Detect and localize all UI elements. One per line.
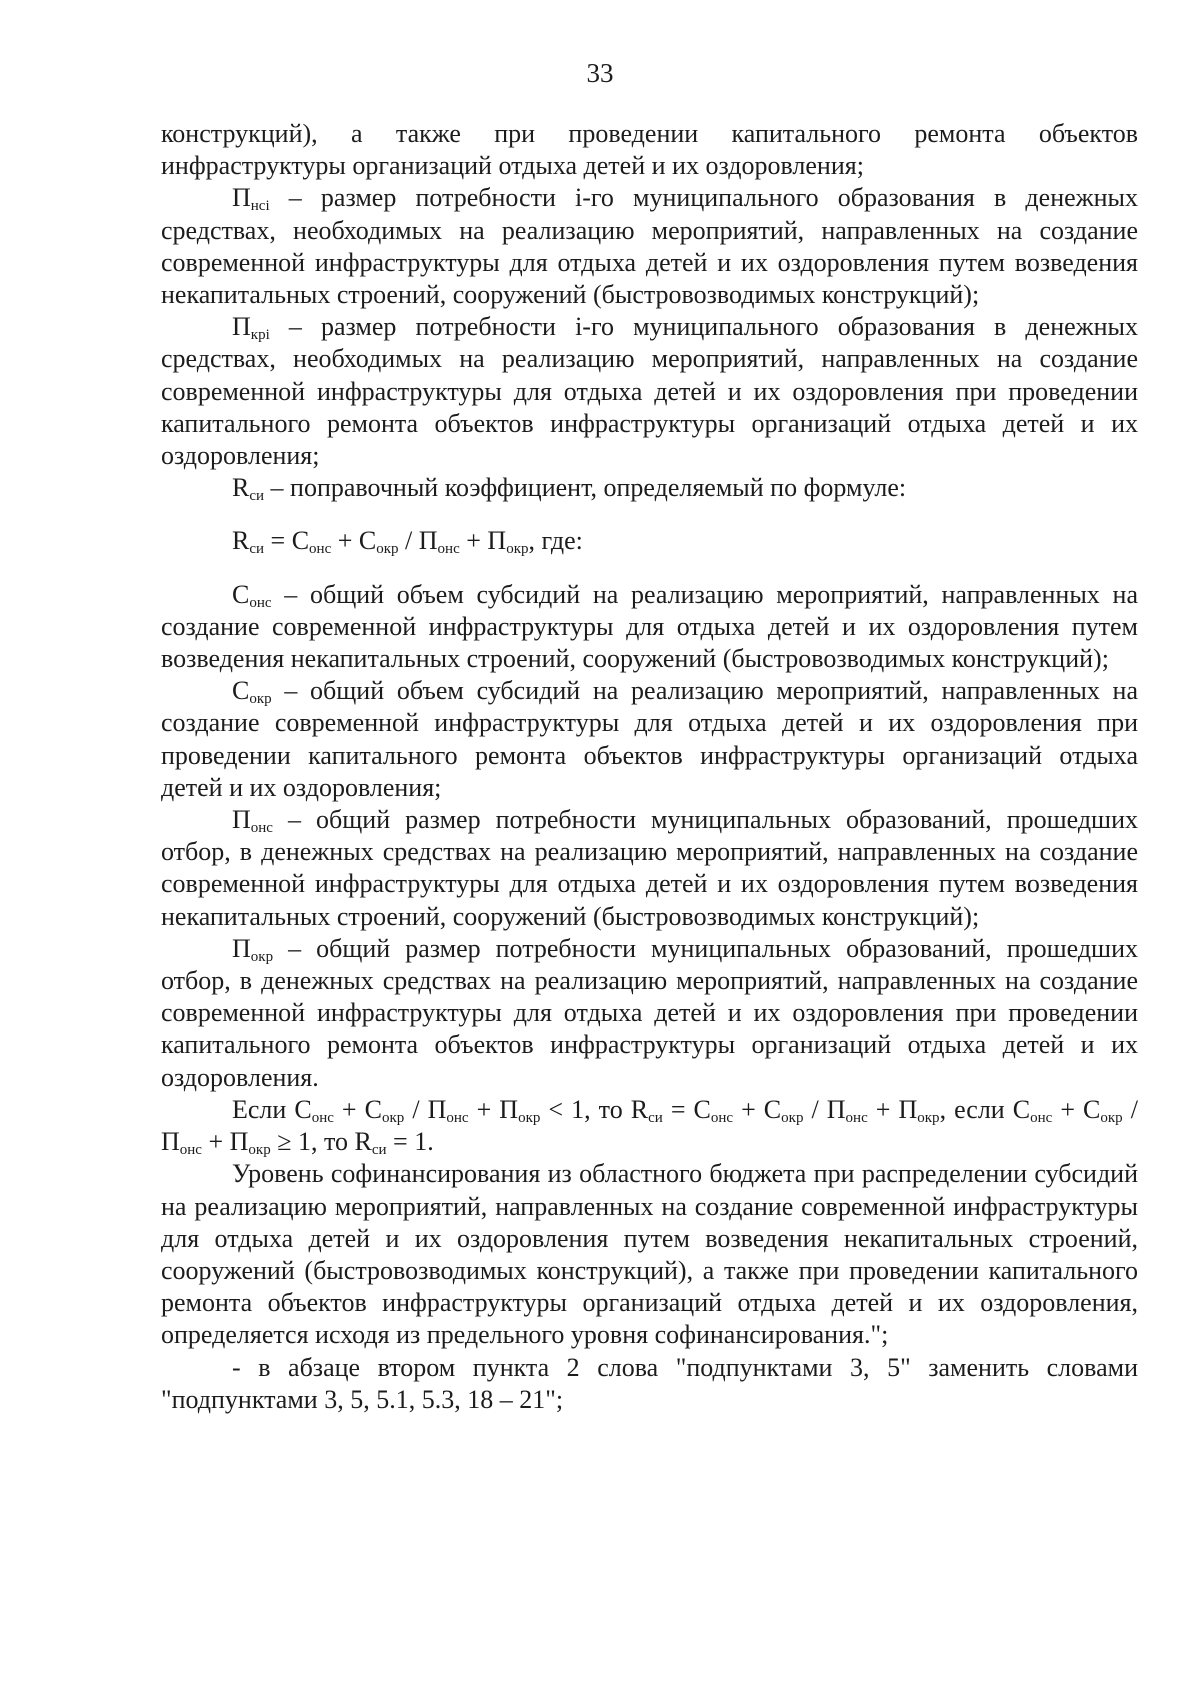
subscript: си — [648, 1109, 663, 1126]
text-run: R — [232, 473, 250, 503]
paragraph — [161, 675, 1138, 804]
text-run: П — [232, 933, 251, 963]
subscript: окр — [781, 1109, 804, 1126]
text-run: – общий размер потребности муниципальных образований, прошедших отбор, в денежных средствах на реализацию мероприятий, направленных на создание современной инфраструктуры для отдыха детей и их оздоровления при проведении капитального ремонта объектов инфраструктуры организаций отдыха детей и их оздоровления. — [161, 933, 1138, 1092]
paragraph — [161, 804, 1138, 933]
text-run: < 1, то R — [540, 1094, 649, 1124]
text-run: / П — [404, 1094, 447, 1124]
text-run: - в абзаце втором пункта 2 слова "подпунктами 3, 5" заменить словами "подпунктами 3, 5, 5.1, 5.3, 18 – 21"; — [161, 1352, 1138, 1414]
text-run: + П — [201, 1127, 249, 1157]
paragraph — [161, 118, 1138, 182]
subscript: окр — [506, 541, 529, 558]
subscript: окр — [250, 948, 274, 965]
text-run: = 1. — [386, 1127, 434, 1157]
text-run: П — [232, 312, 251, 342]
subscript: онс — [179, 1142, 202, 1159]
subscript: окр — [917, 1109, 940, 1126]
subscript: си — [249, 488, 265, 505]
text-run: С — [232, 676, 250, 706]
formula — [161, 525, 1138, 557]
subscript: онс — [845, 1109, 868, 1126]
text-run: + С — [331, 526, 377, 556]
text-run: , где: — [528, 526, 583, 556]
text-run: , если С — [939, 1094, 1031, 1124]
text-run: + П — [867, 1094, 918, 1124]
subscript: си — [371, 1142, 387, 1159]
subscript: крi — [250, 327, 270, 344]
text-run: / П — [803, 1094, 846, 1124]
text-run: – общий размер потребности муниципальных образований, прошедших отбор, в денежных средствах на реализацию мероприятий, направленных на создание современной инфраструктуры для отдыха детей и их оздоровления путем возведения некапитальных строений, сооружений (быстровозводимых конструкций); — [161, 805, 1138, 931]
text-run: – размер потребности i-го муниципального образования в денежных средствах, необходимых на реализацию мероприятий, направленных на создание современной инфраструктуры для отдыха детей и их оздоровления путем возведения некапитальных строений, сооружений (быстровозводимых конструкций); — [161, 183, 1138, 310]
subscript: окр — [518, 1109, 541, 1126]
subscript: онс — [437, 541, 460, 558]
text-run: П — [232, 805, 251, 835]
subscript: онс — [446, 1109, 469, 1126]
subscript: окр — [1100, 1109, 1123, 1126]
text-run: Если С — [232, 1094, 312, 1124]
text-run: / П — [161, 1094, 1138, 1157]
text-run: R — [232, 526, 250, 556]
paragraph — [161, 1352, 1138, 1416]
paragraph — [161, 933, 1138, 1094]
subscript: окр — [381, 1109, 405, 1126]
text-run: + С — [1052, 1094, 1101, 1124]
subscript: онс — [249, 594, 272, 611]
paragraph — [161, 472, 1138, 504]
subscript: онс — [710, 1109, 734, 1126]
text-run: + П — [468, 1094, 519, 1124]
text-run: С — [232, 579, 250, 609]
subscript: нсi — [250, 198, 270, 215]
text-run: конструкций), а также при проведении капитального ремонта объектов инфраструктуры организаций отдыха детей и их оздоровления; — [161, 119, 1138, 181]
text-run: П — [232, 183, 251, 213]
paragraph — [161, 311, 1138, 472]
text-run: ≥ 1, то R — [270, 1127, 372, 1157]
text-run: – размер потребности i-го муниципального образования в денежных средствах, необходимых на реализацию мероприятий, направленных на создание современной инфраструктуры для отдыха детей и их оздоровления при проведении капитального ремонта объектов инфраструктуры организаций отдыха детей и их оздоровления; — [161, 312, 1138, 471]
text-run: / П — [398, 526, 438, 556]
paragraph — [161, 1094, 1138, 1158]
subscript: окр — [376, 541, 399, 558]
text-run: – общий объем субсидий на реализацию мероприятий, направленных на создание современной инфраструктуры для отдыха детей и их оздоровления путем возведения некапитальных строений, сооружений (быстровозводимых конструкций); — [161, 579, 1138, 674]
document-body — [161, 118, 1138, 1416]
text-run: + С — [733, 1094, 782, 1124]
paragraph — [161, 182, 1138, 311]
text-run: + П — [459, 526, 507, 556]
text-run: = С — [264, 526, 310, 556]
text-run: Уровень софинансирования из областного бюджета при распределении субсидий на реализацию мероприятий, направленных на создание современной инфраструктуры для отдыха детей и их оздоровления путем возведения некапитальных строений, сооружений (быстровозводимых конструкций), а также при проведении капитального ремонта объектов инфраструктуры организаций отдыха детей и их оздоровления, определяется исходя из предельного уровня софинансирования."; — [161, 1159, 1138, 1350]
text-run: = С — [662, 1094, 711, 1124]
subscript: онс — [309, 541, 332, 558]
paragraph — [161, 1158, 1138, 1351]
text-run: – общий объем субсидий на реализацию мероприятий, направленных на создание современной инфраструктуры для отдыха детей и их оздоровления при проведении капитального ремонта объектов инфраструктуры организаций отдыха детей и их оздоровления; — [161, 676, 1138, 802]
paragraph — [161, 579, 1138, 676]
subscript: онс — [1030, 1109, 1053, 1126]
text-run: – поправочный коэффициент, определяемый по формуле: — [264, 473, 907, 503]
subscript: си — [249, 541, 265, 558]
subscript: окр — [248, 1142, 271, 1159]
text-run: + С — [333, 1094, 382, 1124]
subscript: онс — [250, 820, 273, 837]
subscript: окр — [249, 691, 272, 708]
subscript: онс — [311, 1109, 334, 1126]
page-number: 33 — [586, 58, 614, 88]
